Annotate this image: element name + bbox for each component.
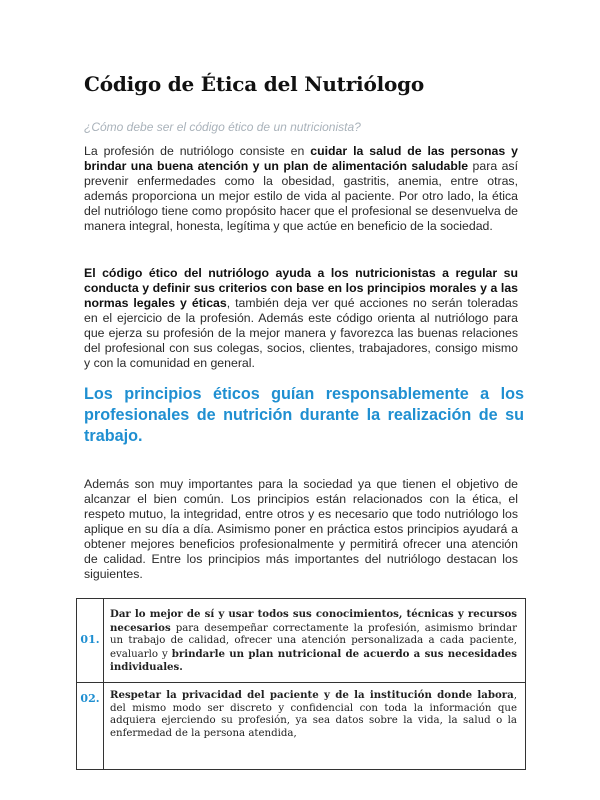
- principle-text-1: para desempeñar correctamente la profesión, asimismo brindar un trabajo de calidad, ofrecer una atención personalizada a cada paciente, evaluarlo y: [110, 622, 517, 660]
- paragraph-code-purpose-bold-1: El código ético del nutriólogo ayuda a los nutricionistas a regular su conducta y definir sus criterios con base en los principios morales y a las normas legales y éticas: [84, 266, 518, 310]
- document-title: Código de Ética del Nutriólogo: [84, 72, 425, 96]
- table-row: [77, 683, 526, 770]
- paragraph-code-purpose: [84, 266, 518, 371]
- principle-number: 01.: [77, 599, 104, 683]
- paragraph-intro-text-1: La profesión de nutriólogo consiste en: [84, 144, 311, 158]
- paragraph-code-purpose-text-1: , también deja ver qué acciones no serán toleradas en el ejercicio de la profesión. Además este código orienta al nutriólogo para que ejerza su profesión de la mejor manera y favorezca las buenas relaciones del profesional con sus colegas, socios, clientes, trabajadores, consigo mismo y con la comunidad en general.: [84, 296, 518, 370]
- principle-text: [104, 599, 526, 683]
- paragraph-intro-text-2: para así prevenir enfermedades como la obesidad, gastritis, anemia, entre otras, además proporciona un mejor estilo de vida al paciente. Por otro lado, la ética del nutriólogo tiene como propósito hacer que el profesional se desenvuelva de manera integral, honesta, legítima y que actúe en beneficio de la sociedad.: [84, 159, 518, 233]
- principle-text-1: , del mismo modo ser discreto y confidencial con toda la información que adquiera ejerciendo su profesión, ya sea datos sobre la vida, la salud o la enfermedad de la persona atendida,: [110, 690, 517, 739]
- principle-text: [104, 683, 526, 770]
- principle-bold-1: Respetar la privacidad del paciente y de la institución donde labora: [110, 689, 514, 701]
- document-subtitle: ¿Cómo debe ser el código ético de un nutricionista?: [84, 120, 361, 134]
- principles-table: [76, 598, 526, 770]
- principle-bold-1: Dar lo mejor de sí y usar todos sus conocimientos, técnicas y recursos necesarios: [110, 608, 517, 634]
- section-heading: Los principios éticos guían responsablemente a los profesionales de nutrición durante la realización de su trabajo.: [84, 385, 524, 445]
- paragraph-intro: [84, 144, 518, 234]
- principle-bold-2: brindarle un plan nutricional de acuerdo a sus necesidades individuales.: [110, 647, 517, 673]
- principle-number: 02.: [77, 683, 104, 770]
- paragraph-principles-intro: Además son muy importantes para la sociedad ya que tienen el objetivo de alcanzar el bien común. Los principios están relacionados con la ética, el respeto mutuo, la integridad, entre otros y es necesario que todo nutriólogo los aplique en su día a día. Asimismo poner en práctica estos principios ayudará a obtener mejores beneficios profesionalmente y permitirá ofrecer una atención de calidad. Entre los principios más importantes del nutriólogo destacan los siguientes.: [84, 477, 518, 581]
- table-row: [77, 599, 526, 683]
- paragraph-intro-bold-1: cuidar la salud de las personas y brindar una buena atención y un plan de alimentación saludable: [84, 144, 518, 173]
